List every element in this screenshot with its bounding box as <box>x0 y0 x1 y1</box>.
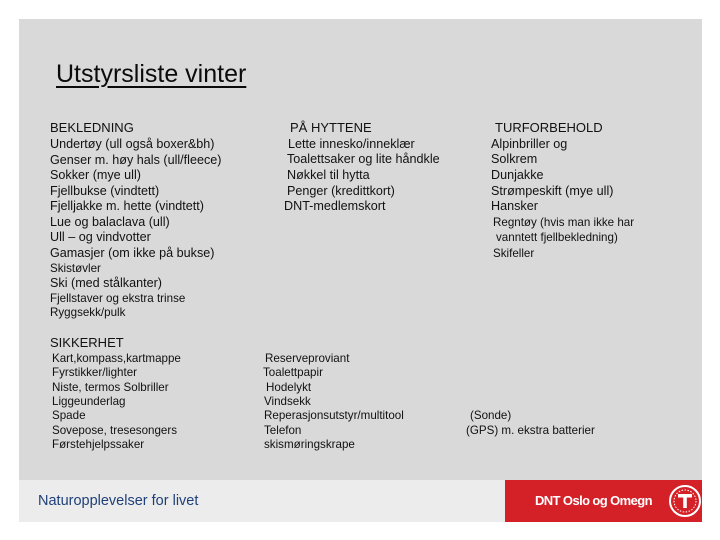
list-item: Fjellbukse (vindtett) <box>50 184 160 198</box>
heading-sikkerhet: SIKKERHET <box>50 335 124 350</box>
list-item: Lue og balaclava (ull) <box>50 215 170 229</box>
heading-bekledning: BEKLEDNING <box>50 120 134 135</box>
list-item: Solkrem <box>491 152 538 166</box>
list-item: Førstehjelpssaker <box>52 438 145 451</box>
list-item: Fjelljakke m. hette (vindtett) <box>50 199 204 213</box>
list-item: Skifeller <box>493 247 535 260</box>
list-item: Hodelykt <box>266 381 312 394</box>
list-item: Ull – og vindvotter <box>50 230 151 244</box>
list-item: Vindsekk <box>264 395 311 408</box>
brand-name: DNT Oslo og Omegn <box>535 493 652 508</box>
list-item: (Sonde) <box>470 409 512 422</box>
list-item: Nøkkel til hytta <box>287 168 370 182</box>
list-item: Telefon <box>264 424 302 437</box>
list-item: Toalettsaker og lite håndkle <box>287 152 440 166</box>
list-item: Sokker (mye ull) <box>50 168 141 182</box>
list-item: Ski (med stålkanter) <box>50 276 162 290</box>
list-item: Kart,kompass,kartmappe <box>52 352 181 365</box>
list-item: Skistøvler <box>50 262 101 275</box>
list-item: Alpinbriller og <box>491 137 568 151</box>
heading-turforbehold: TURFORBEHOLD <box>495 120 603 135</box>
footer-tagline: Naturopplevelser for livet <box>38 493 199 509</box>
list-item: Liggeunderlag <box>52 395 126 408</box>
list-item: Penger (kredittkort) <box>287 184 395 198</box>
list-item: Regntøy (hvis man ikke har <box>493 216 635 229</box>
list-item: Fjellstaver og ekstra trinse <box>50 292 186 305</box>
list-item: Gamasjer (om ikke på bukse) <box>50 246 215 260</box>
list-item: Lette innesko/inneklær <box>288 137 415 151</box>
list-item: Reperasjonsutstyr/multitool <box>264 409 404 422</box>
list-item: Sovepose, tresesongers <box>52 424 178 437</box>
list-item: Hansker <box>491 199 538 213</box>
list-item: Reserveproviant <box>265 352 350 365</box>
list-item: Strømpeskift (mye ull) <box>491 184 614 198</box>
list-item: Fyrstikker/lighter <box>52 366 138 379</box>
dnt-logo-icon <box>667 483 703 519</box>
list-item: Ryggsekk/pulk <box>50 306 126 319</box>
list-item: Genser m. høy hals (ull/fleece) <box>50 153 222 167</box>
list-item: skismøringskrape <box>264 438 355 451</box>
list-item: DNT-medlemskort <box>284 199 386 213</box>
page-title: Utstyrsliste vinter <box>56 60 247 88</box>
list-item: Dunjakke <box>491 168 544 182</box>
list-item: vanntett fjellbekledning) <box>496 231 618 244</box>
list-item: Spade <box>52 409 86 422</box>
list-item: Niste, termos Solbriller <box>52 381 169 394</box>
list-item: Undertøy (ull også boxer&bh) <box>50 137 215 151</box>
list-item: Toalettpapir <box>263 366 323 379</box>
list-item: (GPS) m. ekstra batterier <box>466 424 595 437</box>
heading-pa-hyttene: PÅ HYTTENE <box>290 120 372 135</box>
